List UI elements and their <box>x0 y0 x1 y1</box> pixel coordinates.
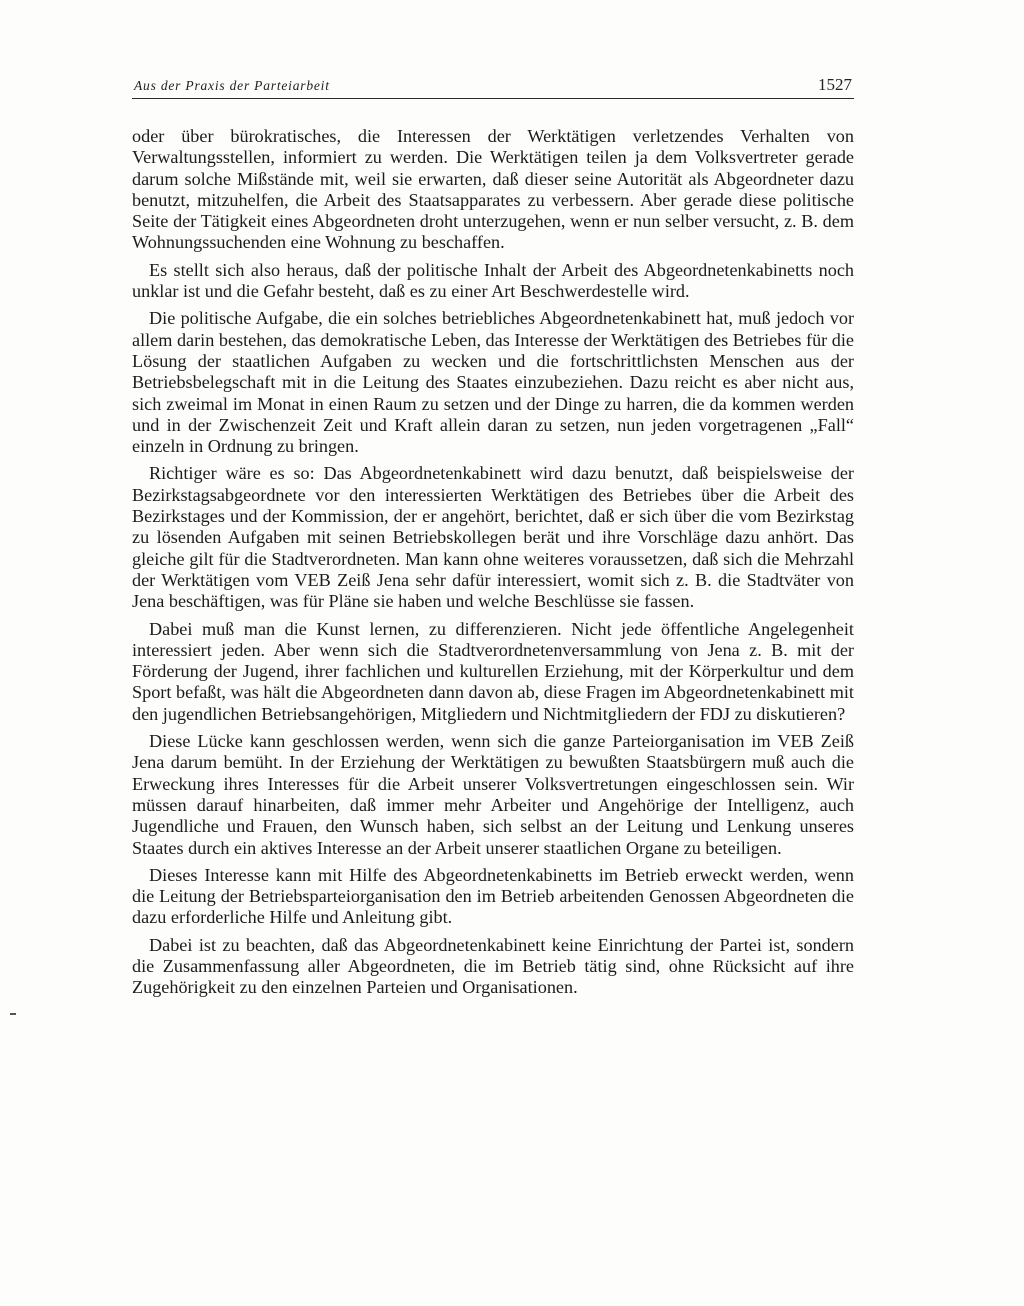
page-number: 1527 <box>818 75 852 94</box>
paragraph: Richtiger wäre es so: Das Abgeordnetenkabinett wird dazu benutzt, daß beispielsweise der Bezirkstagsabgeordnete vor den interessierten Werktätigen des Betriebes über die Arbeit des Bezirkstages und der Kommission, der er angehört, berichtet, daß er sich über die vom Bezirkstag zu lösenden Aufgaben mit seinen Betriebskollegen berät und ihre Vorschläge dazu anhört. Das gleiche gilt für die Stadtverordneten. Man kann ohne weiteres voraussetzen, daß sich die Mehrzahl der Werktätigen vom VEB Zeiß Jena sehr dafür interessiert, womit sich z. B. die Stadtväter von Jena beschäftigen, was für Pläne sie haben und welche Beschlüsse sie fassen. <box>132 463 854 612</box>
scan-speck <box>10 1013 16 1015</box>
paragraph: Die politische Aufgabe, die ein solches betriebliches Abgeordnetenkabinett hat, muß jedoch vor allem darin bestehen, das demokratische Leben, das Interesse der Werktätigen des Betriebes für die Lösung der staatlichen Aufgaben zu wecken und die fortschrittlichsten Menschen aus der Betriebsbelegschaft mit in die Leitung des Staates einzubeziehen. Dazu reicht es aber nicht aus, sich zweimal im Monat in einen Raum zu setzen und der Dinge zu harren, die da kommen werden und in der Zwischenzeit Zeit und Kraft allein daran zu setzen, nun jeden vorgetragenen „Fall“ einzeln in Ordnung zu bringen. <box>132 308 854 457</box>
paragraph: Dieses Interesse kann mit Hilfe des Abgeordnetenkabinetts im Betrieb erweckt werden, wenn die Leitung der Betriebsparteiorganisation den im Betrieb arbeitenden Genossen Abgeordneten die dazu erforderliche Hilfe und Anleitung gibt. <box>132 864 854 928</box>
paragraph: Es stellt sich also heraus, daß der politische Inhalt der Arbeit des Abgeordnetenkabinetts noch unklar ist und die Gefahr besteht, daß es zu einer Art Beschwerdestelle wird. <box>132 259 854 302</box>
paragraph: oder über bürokratisches, die Interessen der Werktätigen verletzendes Verhalten von Verwaltungsstellen, informiert zu werden. Die Werktätigen teilen ja dem Volksvertreter gerade darum solche Mißstände mit, weil sie erwarten, daß dieser seine Autorität als Abgeordneter dazu benutzt, mitzuhelfen, die Arbeit des Staatsapparates zu verbessern. Aber gerade diese politische Seite der Tätigkeit eines Abgeordneten droht unterzugehen, wenn er nun selber versucht, z. B. dem Wohnungssuchenden eine Wohnung zu beschaffen. <box>132 126 854 253</box>
article-body <box>132 126 854 1005</box>
running-header <box>132 74 854 99</box>
running-title: Aus der Praxis der Parteiarbeit <box>134 78 330 93</box>
paragraph: Diese Lücke kann geschlossen werden, wenn sich die ganze Parteiorganisation im VEB Zeiß Jena darum bemüht. In der Erziehung der Werktätigen zu bewußten Staatsbürgern muß auch die Erweckung ihres Interesses für die Arbeit unserer Volksvertretungen eingeschlossen sein. Wir müssen darauf hinarbeiten, daß immer mehr Arbeiter und Angehörige der Intelligenz, auch Jugendliche und Frauen, den Wunsch haben, sich selbst an der Leitung und Lenkung unseres Staates durch ein aktives Interesse an der Arbeit unserer staatlichen Organe zu beteiligen. <box>132 731 854 858</box>
paragraph: Dabei ist zu beachten, daß das Abgeordnetenkabinett keine Einrichtung der Partei ist, sondern die Zusammenfassung aller Abgeordneten, die im Betrieb tätig sind, ohne Rücksicht auf ihre Zugehörigkeit zu den einzelnen Parteien und Organisationen. <box>132 934 854 998</box>
paragraph: Dabei muß man die Kunst lernen, zu differenzieren. Nicht jede öffentliche Angelegenheit interessiert jeden. Aber wenn sich die Stadtverordnetenversammlung von Jena z. B. mit der Förderung der Jugend, ihrer fachlichen und kulturellen Erziehung, mit der Körperkultur und dem Sport befaßt, was hält die Abgeordneten dann davon ab, diese Fragen im Abgeordnetenkabinett mit den jugendlichen Betriebsangehörigen, Mitgliedern und Nichtmitgliedern der FDJ zu diskutieren? <box>132 618 854 724</box>
